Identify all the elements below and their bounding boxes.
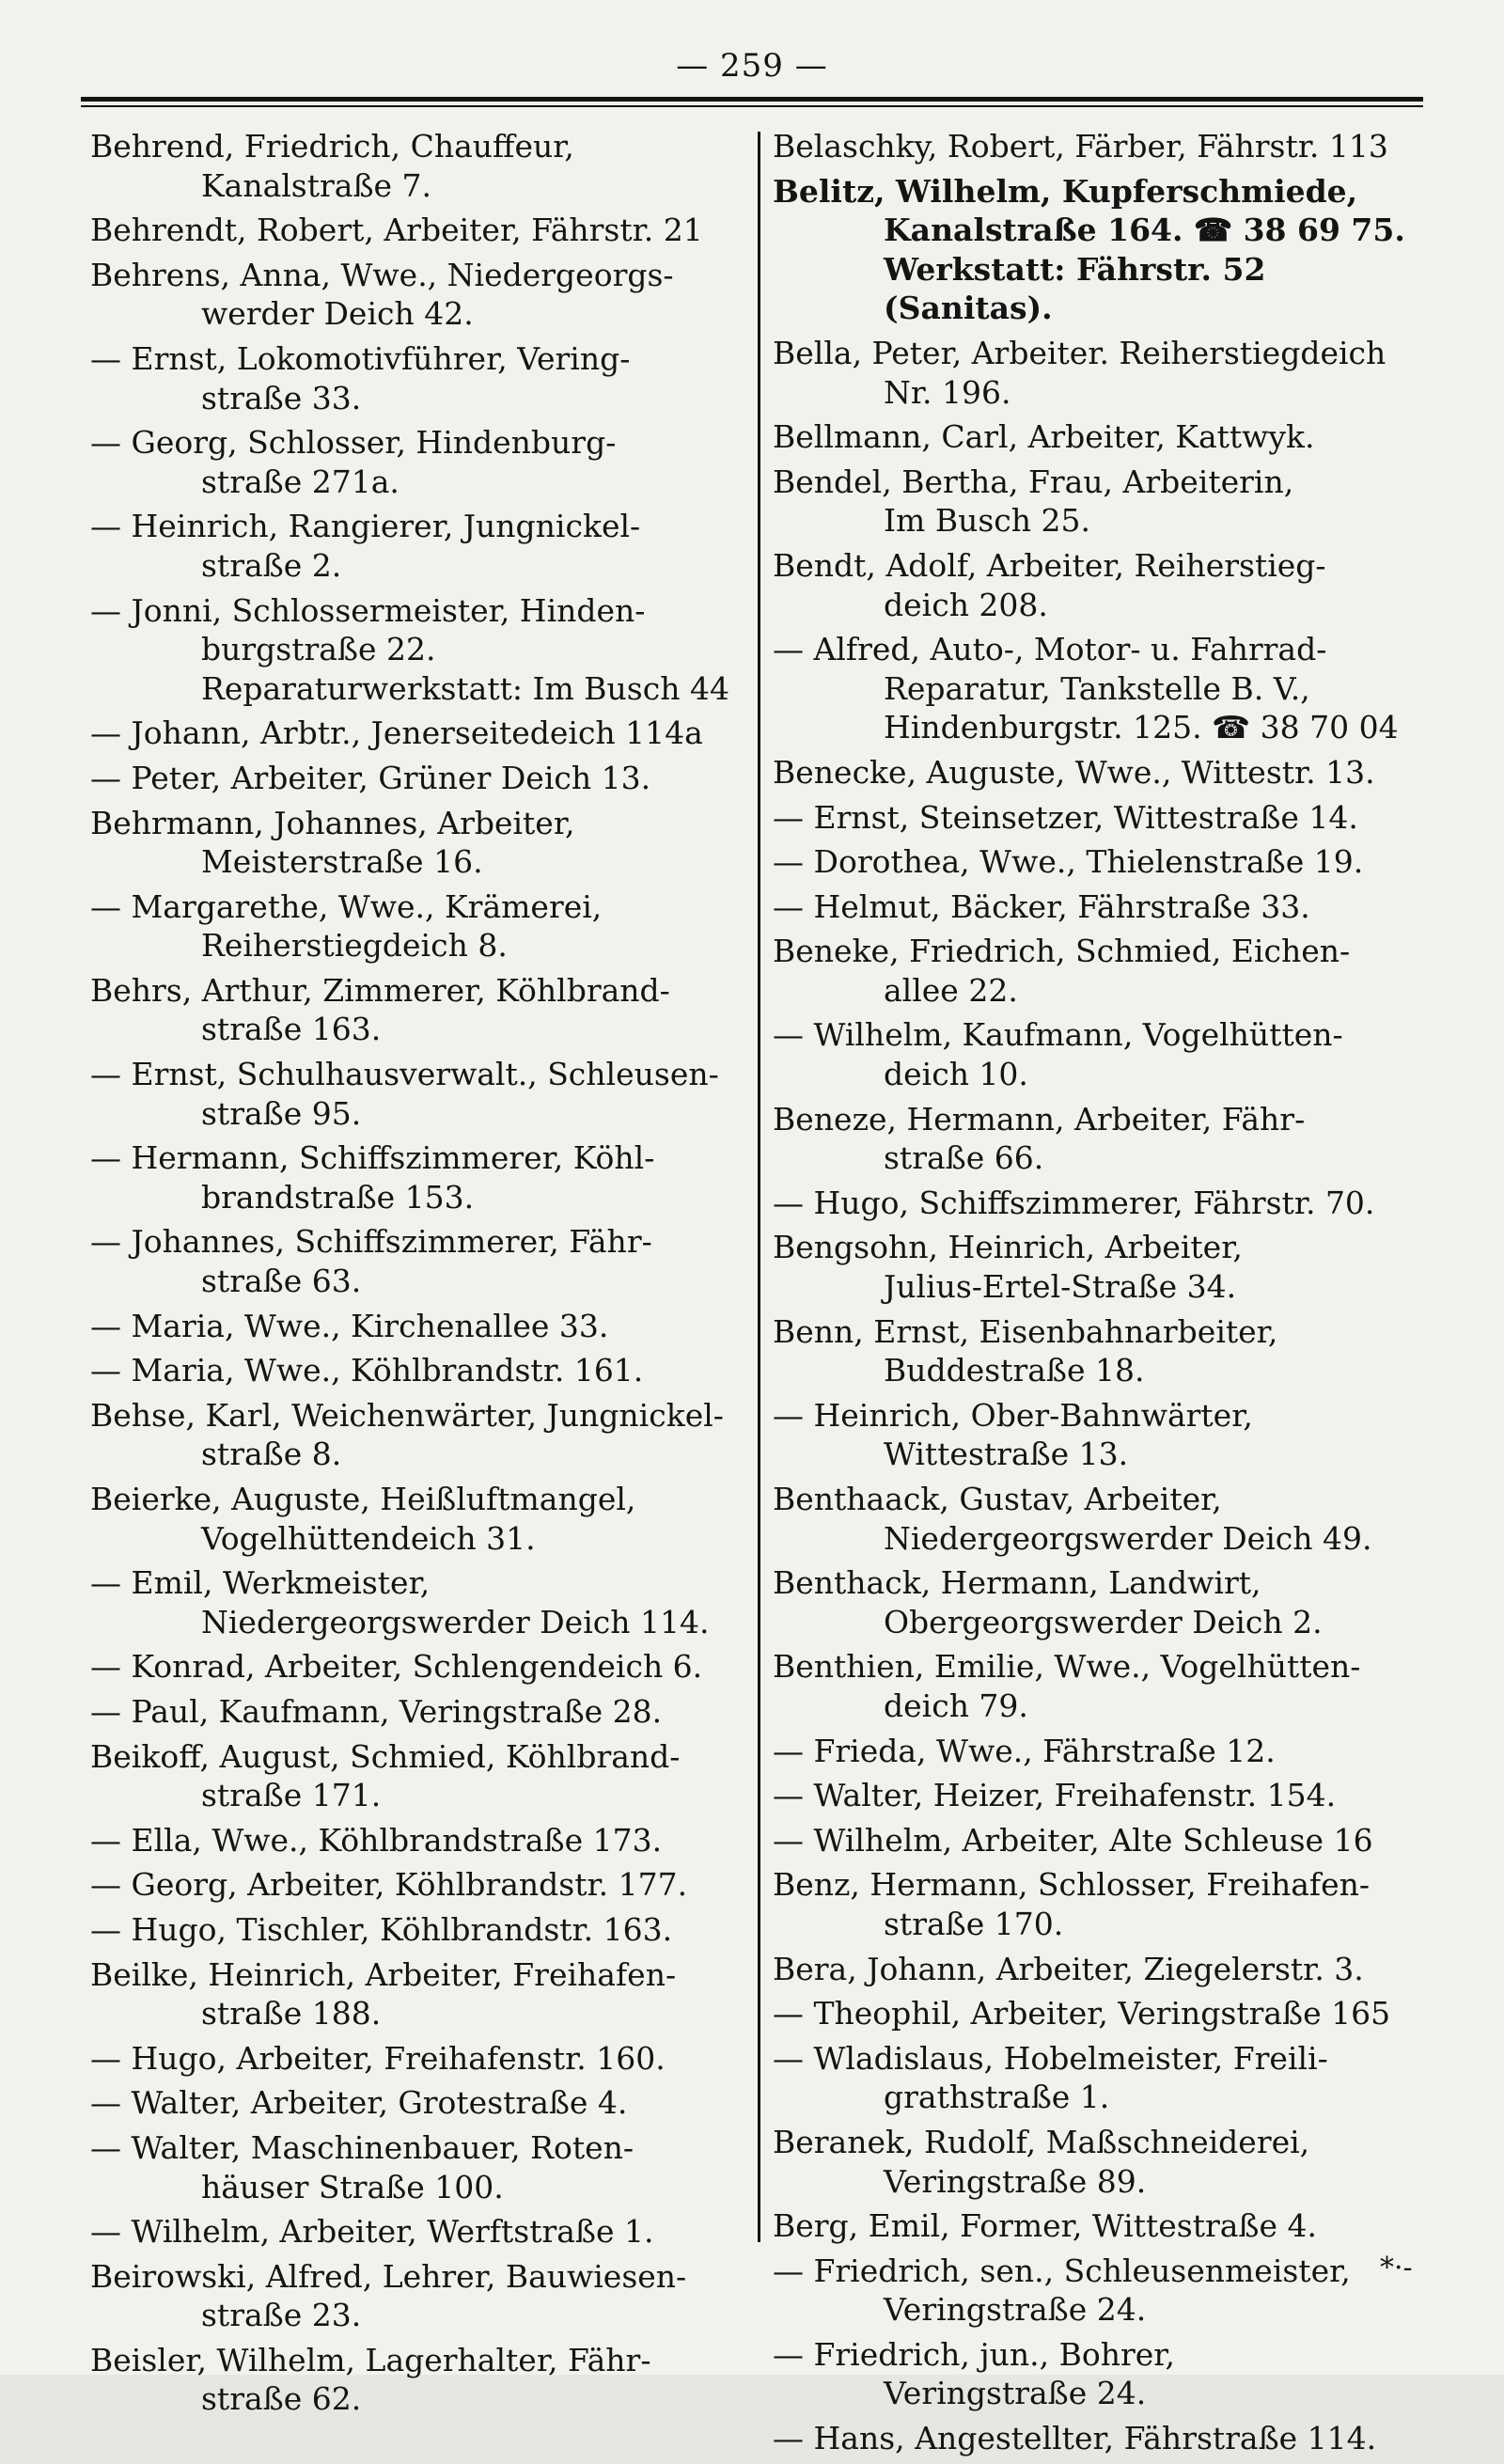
entry-address-line: Reparatur, Tankstelle B. V., <box>884 669 1310 707</box>
entry-name-line: — Margarethe, Wwe., Krämerei, <box>90 887 603 925</box>
directory-entry <box>773 2123 1431 2201</box>
directory-entry <box>773 417 1431 457</box>
directory-entry <box>773 2252 1431 2330</box>
entry-name-line: — Paul, Kaufmann, Veringstraße 28. <box>90 1692 663 1730</box>
directory-entry <box>773 1228 1431 1306</box>
directory-entry <box>90 2341 748 2419</box>
entry-name-line: Beikoff, August, Schmied, Köhlbrand- <box>90 1737 681 1775</box>
entry-address-line: Obergeorgswerder Deich 2. <box>884 1603 1323 1640</box>
entry-name-line: Beierke, Auguste, Heißluftmangel, <box>90 1481 636 1517</box>
left-column <box>90 127 748 2425</box>
entry-address-line: straße 95. <box>201 1094 362 1132</box>
directory-entry <box>773 798 1431 838</box>
column-divider <box>758 132 760 2242</box>
entry-name-line: Bera, Johann, Arbeiter, Ziegelerstr. 3. <box>773 1950 1364 1987</box>
entry-name-line: — Friedrich, jun., Bohrer, <box>773 2335 1175 2373</box>
directory-entry <box>773 1312 1431 1390</box>
entry-address-line: straße 33. <box>201 379 362 416</box>
entry-name-line: Beranek, Rudolf, Maßschneiderei, <box>773 2123 1310 2160</box>
entry-name-line: — Johannes, Schiffszimmerer, Fähr- <box>90 1223 652 1261</box>
entry-address-line: straße 8. <box>201 1436 342 1473</box>
entry-name-line: — Alfred, Auto-, Motor- u. Fahrrad- <box>773 631 1327 668</box>
entry-address-line: Niedergeorgswerder Deich 114. <box>201 1603 710 1640</box>
entry-address-line: Werkstatt: Fährstr. 52 (Sanitas). <box>884 250 1266 327</box>
entry-name-line: — Hugo, Arbeiter, Freihafenstr. 160. <box>90 2039 666 2077</box>
entry-name-line: Bengsohn, Heinrich, Arbeiter, <box>773 1229 1243 1266</box>
directory-entry <box>90 1910 748 1950</box>
entry-address-line: Nr. 196. <box>884 373 1011 411</box>
entry-name-line: — Helmut, Bäcker, Fährstraße 33. <box>773 887 1310 925</box>
entry-name-line: Beneke, Friedrich, Schmied, Eichen- <box>773 933 1351 970</box>
entry-name-line: — Walter, Maschinenbauer, Roten- <box>90 2128 634 2166</box>
entry-name-line: — Walter, Arbeiter, Grotestraße 4. <box>90 2084 628 2122</box>
directory-entry <box>90 1647 748 1687</box>
entry-address-line: deich 10. <box>884 1056 1028 1093</box>
directory-entry <box>90 1692 748 1732</box>
directory-entry <box>90 2257 748 2335</box>
entry-name-line: — Jonni, Schlossermeister, Hinden- <box>90 591 646 629</box>
directory-entry <box>773 1100 1431 1178</box>
directory-entry <box>773 842 1431 882</box>
entry-name-line: Beirowski, Alfred, Lehrer, Bauwiesen- <box>90 2257 687 2295</box>
entry-name-line: Bendt, Adolf, Arbeiter, Reiherstieg- <box>773 546 1326 584</box>
entry-name-line: — Emil, Werkmeister, <box>90 1564 431 1602</box>
directory-entry <box>773 1396 1431 1474</box>
entry-address-line: Hindenburgstr. 125. ☎ 38 70 04 <box>884 709 1399 746</box>
entry-address-line: deich 79. <box>884 1687 1028 1724</box>
entry-name-line: Belitz, Wilhelm, Kupferschmiede, <box>773 172 1358 210</box>
corner-mark: *·- <box>1380 2252 1413 2284</box>
entry-name-line: — Theophil, Arbeiter, Veringstraße 165 <box>773 1995 1391 2032</box>
directory-entry <box>773 2419 1431 2458</box>
entry-address-line: Reparaturwerkstatt: Im Busch 44 <box>201 669 729 707</box>
entry-name-line: Benthien, Emilie, Wwe., Vogelhütten- <box>773 1648 1361 1686</box>
entry-name-line: Bendel, Bertha, Frau, Arbeiterin, <box>773 463 1294 500</box>
directory-entry <box>90 971 748 1049</box>
entry-address-line: straße 171. <box>201 1777 382 1814</box>
directory-entry <box>90 1821 748 1860</box>
directory-entry <box>773 1563 1431 1641</box>
entry-name-line: Bella, Peter, Arbeiter. Reiherstiegdeich <box>773 334 1386 371</box>
directory-entry <box>773 753 1431 793</box>
entry-address-line: brandstraße 153. <box>201 1178 475 1216</box>
entry-address-line: Niedergeorgswerder Deich 49. <box>884 1519 1372 1557</box>
entry-name-line: — Friedrich, sen., Schleusenmeister, <box>773 2252 1351 2289</box>
entry-name-line: — Wilhelm, Arbeiter, Alte Schleuse 16 <box>773 1821 1373 1859</box>
directory-entry <box>773 172 1431 328</box>
directory-entry <box>90 211 748 250</box>
entry-name-line: — Walter, Heizer, Freihafenstr. 154. <box>773 1777 1337 1814</box>
entry-name-line: — Frieda, Wwe., Fährstraße 12. <box>773 1732 1276 1769</box>
directory-entry <box>90 2128 748 2206</box>
entry-address-line: straße 188. <box>201 1995 382 2032</box>
entry-name-line: Benn, Ernst, Eisenbahnarbeiter, <box>773 1312 1278 1350</box>
directory-entry <box>773 463 1431 541</box>
directory-entry <box>90 1307 748 1346</box>
directory-entry <box>90 887 748 965</box>
entry-address-line: straße 163. <box>201 1011 382 1048</box>
entry-address-line: deich 208. <box>884 586 1048 623</box>
entry-address-line: grathstraße 1. <box>884 2079 1110 2116</box>
entry-name-line: Behrmann, Johannes, Arbeiter, <box>90 804 575 841</box>
entry-address-line: allee 22. <box>884 971 1018 1009</box>
header-rule-thick <box>81 97 1423 102</box>
entry-address-line: Veringstraße 89. <box>884 2162 1147 2200</box>
entry-address-line: Vogelhüttendeich 31. <box>201 1519 536 1557</box>
entry-name-line: — Heinrich, Rangierer, Jungnickel- <box>90 508 641 545</box>
directory-entry <box>773 127 1431 166</box>
entry-address-line: werder Deich 42. <box>201 295 474 333</box>
entry-address-line: straße 2. <box>201 546 342 584</box>
entry-name-line: — Hugo, Tischler, Köhlbrandstr. 163. <box>90 1910 673 1948</box>
entry-address-line: straße 23. <box>201 2297 362 2334</box>
directory-entry <box>90 127 748 205</box>
directory-entry <box>90 2039 748 2079</box>
entry-address-line: straße 63. <box>201 1263 362 1300</box>
right-column <box>773 127 1431 2464</box>
entry-address-line: häuser Straße 100. <box>201 2168 504 2205</box>
directory-entry <box>773 1732 1431 1771</box>
entry-name-line: Benthaack, Gustav, Arbeiter, <box>773 1481 1222 1517</box>
entry-name-line: — Wilhelm, Arbeiter, Werftstraße 1. <box>90 2213 654 2251</box>
directory-entry <box>773 1865 1431 1943</box>
entry-address-line: straße 170. <box>884 1905 1064 1942</box>
entry-name-line: — Hugo, Schiffszimmerer, Fährstr. 70. <box>773 1184 1375 1221</box>
directory-entry <box>773 1994 1431 2033</box>
directory-entry <box>773 1776 1431 1815</box>
directory-entry <box>90 1396 748 1474</box>
entry-name-line: Beilke, Heinrich, Arbeiter, Freihafen- <box>90 1955 677 1993</box>
entry-name-line: Behrens, Anna, Wwe., Niedergeorgs- <box>90 256 674 293</box>
directory-entry <box>90 1865 748 1905</box>
entry-address-line: Buddestraße 18. <box>884 1352 1145 1389</box>
entry-name-line: — Maria, Wwe., Kirchenallee 33. <box>90 1307 609 1344</box>
entry-name-line: Behse, Karl, Weichenwärter, Jungnickel- <box>90 1396 724 1434</box>
directory-entry <box>773 2206 1431 2246</box>
directory-entry <box>90 2212 748 2252</box>
entry-name-line: Benz, Hermann, Schlosser, Freihafen- <box>773 1866 1371 1904</box>
directory-entry <box>773 1015 1431 1093</box>
directory-entry <box>773 887 1431 927</box>
directory-entry <box>90 804 748 882</box>
entry-name-line: Behrend, Friedrich, Chauffeur, <box>90 128 574 165</box>
header-rule-thin <box>81 105 1423 107</box>
directory-entry <box>90 256 748 334</box>
entry-name-line: Behrs, Arthur, Zimmerer, Köhlbrand- <box>90 971 670 1009</box>
entry-name-line: — Ernst, Lokomotivführer, Vering- <box>90 339 631 377</box>
directory-entry <box>90 507 748 585</box>
entry-address-line: Kanalstraße 164. ☎ 38 69 75. <box>884 212 1405 249</box>
directory-entry <box>90 1737 748 1815</box>
entry-address-line: straße 66. <box>884 1139 1044 1177</box>
entry-address-line: Meisterstraße 16. <box>201 843 483 881</box>
directory-entry <box>90 2083 748 2123</box>
entry-address-line: straße 271a. <box>201 463 400 500</box>
entry-name-line: Beneze, Hermann, Arbeiter, Fähr- <box>773 1100 1306 1138</box>
directory-entry <box>90 1351 748 1390</box>
entry-name-line: — Hermann, Schiffszimmerer, Köhl- <box>90 1139 655 1177</box>
entry-name-line: Benthack, Hermann, Landwirt, <box>773 1564 1261 1602</box>
entry-name-line: — Maria, Wwe., Köhlbrandstr. 161. <box>90 1352 644 1389</box>
entry-address-line: Julius-Ertel-Straße 34. <box>884 1268 1237 1306</box>
entry-address-line: straße 62. <box>201 2380 362 2418</box>
entry-name-line: — Wladislaus, Hobelmeister, Freili- <box>773 2039 1328 2077</box>
entry-name-line: Benecke, Auguste, Wwe., Wittestr. 13. <box>773 753 1375 791</box>
entry-name-line: — Ernst, Steinsetzer, Wittestraße 14. <box>773 798 1358 836</box>
directory-entry <box>90 714 748 753</box>
entry-name-line: Berg, Emil, Former, Wittestraße 4. <box>773 2207 1317 2245</box>
directory-entry <box>773 1821 1431 1860</box>
directory-entry <box>773 1647 1431 1725</box>
entry-address-line: Reiherstiegdeich 8. <box>201 927 508 965</box>
directory-entry <box>773 2039 1431 2117</box>
entry-name-line: — Johann, Arbtr., Jenerseitedeich 114a <box>90 714 703 752</box>
entry-name-line: — Georg, Arbeiter, Köhlbrandstr. 177. <box>90 1866 688 1904</box>
directory-entry <box>90 1955 748 2033</box>
directory-entry <box>90 1222 748 1300</box>
directory-entry <box>90 591 748 709</box>
entry-name-line: Belaschky, Robert, Färber, Fährstr. 113 <box>773 128 1388 165</box>
entry-address-line: Veringstraße 24. <box>884 2291 1147 2329</box>
entry-address-line: Kanalstraße 7. <box>201 166 432 204</box>
entry-name-line: Behrendt, Robert, Arbeiter, Fährstr. 21 <box>90 212 703 249</box>
entry-name-line: — Peter, Arbeiter, Grüner Deich 13. <box>90 759 651 796</box>
entry-name-line: — Wilhelm, Kaufmann, Vogelhütten- <box>773 1016 1343 1054</box>
directory-entry <box>773 630 1431 747</box>
entry-name-line: — Ella, Wwe., Köhlbrandstraße 173. <box>90 1821 663 1859</box>
entry-address-line: Wittestraße 13. <box>884 1436 1129 1473</box>
entry-name-line: — Heinrich, Ober-Bahnwärter, <box>773 1396 1253 1434</box>
directory-entry <box>90 1138 748 1216</box>
directory-entry <box>90 1055 748 1133</box>
directory-entry <box>773 546 1431 624</box>
entry-name-line: — Konrad, Arbeiter, Schlengendeich 6. <box>90 1648 703 1686</box>
entry-name-line: Beisler, Wilhelm, Lagerhalter, Fähr- <box>90 2341 651 2378</box>
directory-entry <box>90 1563 748 1641</box>
directory-entry <box>773 2335 1431 2413</box>
directory-entry <box>773 1184 1431 1223</box>
entry-address-line: Veringstraße 24. <box>884 2375 1147 2412</box>
entry-name-line: — Ernst, Schulhausverwalt., Schleusen- <box>90 1056 719 1093</box>
directory-entry <box>773 334 1431 412</box>
page-number: — 259 — <box>676 47 828 85</box>
entry-address-line: Im Busch 25. <box>884 502 1090 540</box>
directory-entry <box>90 1480 748 1558</box>
directory-entry <box>90 423 748 501</box>
directory-entry <box>90 339 748 417</box>
directory-entry <box>773 932 1431 1010</box>
entry-name-line: — Dorothea, Wwe., Thielenstraße 19. <box>773 843 1364 881</box>
directory-entry <box>90 759 748 798</box>
entry-name-line: — Georg, Schlosser, Hindenburg- <box>90 424 617 462</box>
directory-entry <box>773 1950 1431 1989</box>
directory-entry <box>773 1480 1431 1558</box>
entry-address-line: burgstraße 22. <box>201 631 436 668</box>
entry-name-line: Bellmann, Carl, Arbeiter, Kattwyk. <box>773 418 1315 456</box>
entry-name-line: — Hans, Angestellter, Fährstraße 114. <box>773 2420 1377 2457</box>
